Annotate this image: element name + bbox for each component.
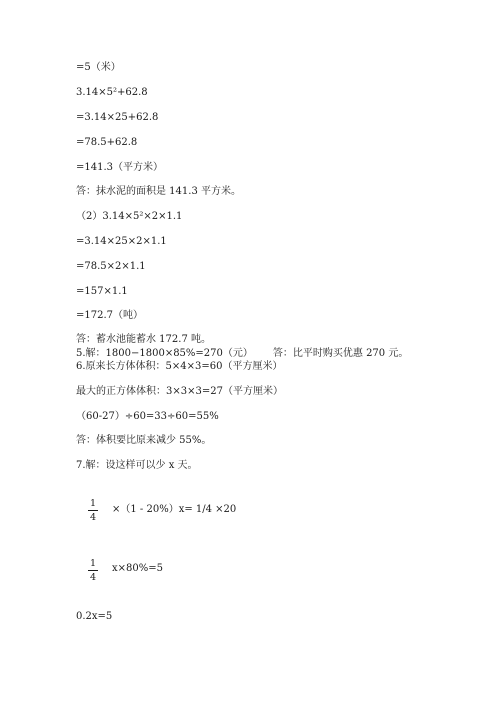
line-16: （60-27）÷60=33÷60=55% [76, 411, 219, 422]
line-8: =3.14×25×2×1.1 [76, 236, 167, 247]
line-2: 3.14×5²+62.8 [76, 87, 148, 98]
line-1: =5（米） [76, 62, 121, 73]
line-4: =78.5+62.8 [76, 137, 138, 148]
answer-3: 答：比平时购买优惠 270 元。 [272, 348, 409, 359]
answer-4: 答：体积要比原来减少 55%。 [76, 435, 212, 446]
fraction-one-quarter [87, 498, 99, 523]
fraction-bar [88, 510, 98, 511]
line-5: =141.3（平方米） [76, 162, 164, 173]
fraction-numerator: 1 [89, 558, 97, 569]
fraction-denominator: 4 [89, 512, 97, 523]
answer-1: 答：抹水泥的面积是 141.3 平方米。 [76, 186, 241, 197]
line-10: =157×1.1 [76, 286, 128, 297]
line-15: 最大的正方体体积：3×3×3=27（平方厘米） [76, 386, 283, 397]
fraction-bar [88, 570, 98, 571]
line-3: =3.14×25+62.8 [76, 112, 159, 123]
line-14: 6.原来长方体体积：5×4×3=60（平方厘米） [76, 361, 283, 372]
answer-2: 答：蓄水池能蓄水 172.7 吨。 [76, 334, 211, 345]
problem-5-solution: 5.解：1800−1800×85%=270（元） [76, 348, 253, 359]
line-9: =78.5×2×1.1 [76, 261, 146, 272]
equation-2-text: x×80%=5 [112, 563, 163, 574]
equation-1-text: ×（1 - 20%）x= 1/4 ×20 [112, 504, 237, 515]
fraction-one-quarter [87, 558, 99, 583]
line-13 [76, 348, 408, 360]
fraction-numerator: 1 [89, 498, 97, 509]
line-final: 0.2x=5 [76, 611, 113, 622]
line-18: 7.解：设这样可以少 x 天。 [76, 460, 198, 471]
fraction-denominator: 4 [89, 572, 97, 583]
line-11: =172.7（吨） [76, 310, 144, 321]
line-7: （2）3.14×5²×2×1.1 [76, 211, 183, 222]
